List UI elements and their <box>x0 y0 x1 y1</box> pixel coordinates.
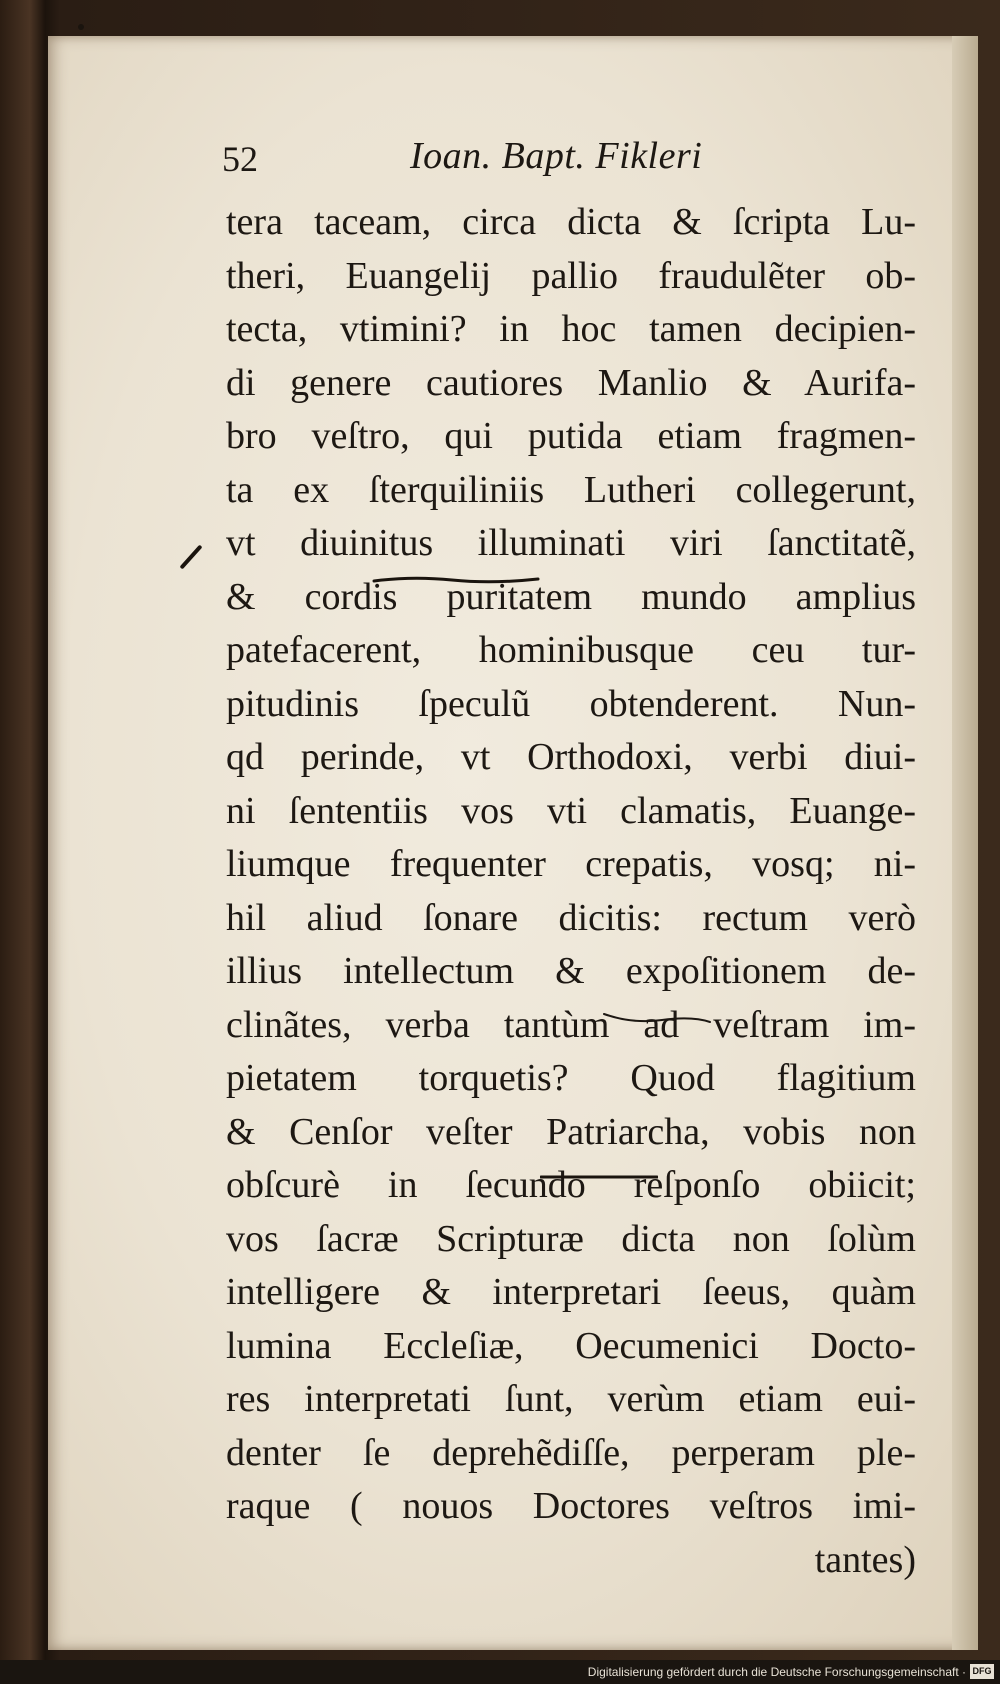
catchword: tantes) <box>814 1538 916 1581</box>
text-line: & cordis puritatem mundo amplius <box>226 575 916 618</box>
text-line: hil aliud ſonare dicitis: rectum verò <box>226 896 916 939</box>
text-line: clinãtes, verba tantùm ad veſtram im- <box>226 1003 916 1046</box>
letter-q-flourish <box>602 1010 712 1026</box>
text-line: tera taceam, circa dicta & ſcripta Lu- <box>226 201 916 243</box>
footer-credit: Digitalisierung gefördert durch die Deutsche Forschungsgemeinschaft · <box>587 1665 966 1679</box>
text-line: qd perinde, vt Orthodoxi, verbi diui- <box>226 736 916 778</box>
text-line: raque ( nouos Doctores veſtros imi- <box>226 1485 916 1527</box>
text-line: illius intellectum & expoſitionem de- <box>226 950 916 992</box>
handwritten-underline <box>372 575 540 587</box>
text-line: theri, Euangelij pallio fraudulẽter ob- <box>226 254 916 297</box>
text-line: pitudinis ſpeculũ obtenderent. Nun- <box>226 682 916 725</box>
text-line: obſcurè in ſecundo reſponſo obiicit; <box>226 1164 916 1206</box>
text-line: vos ſacræ Scripturæ dicta non ſolùm <box>226 1217 916 1260</box>
text-line: pietatem torquetis? Quod flagitium <box>226 1057 916 1099</box>
running-head-title: Ioan. Bapt. Fikleri <box>410 135 703 177</box>
text-line: patefacerent, hominibusque ceu tur- <box>226 629 916 671</box>
running-head <box>222 130 742 190</box>
dfg-logo: DFG <box>970 1664 994 1679</box>
body-text <box>226 196 916 1587</box>
text-line: vt diuinitus illuminati viri ſanctitatẽ, <box>226 522 916 564</box>
text-line: denter ſe deprehẽdiſſe, perperam ple- <box>226 1431 916 1474</box>
text-line: lumina Eccleſiæ, Oecumenici Docto- <box>226 1324 916 1367</box>
text-line: bro veſtro, qui putida etiam fragmen- <box>226 415 916 457</box>
text-line: liumque frequenter crepatis, vosq; ni- <box>226 843 916 885</box>
text-line: ni ſententiis vos vti clamatis, Euange- <box>226 789 916 832</box>
page-edge <box>952 36 978 1650</box>
text-line: intelligere & interpretari ſeeus, quàm <box>226 1271 916 1313</box>
text-line: ta ex ſterquiliniis Lutheri collegerunt, <box>226 468 916 511</box>
ink-spot <box>78 24 84 30</box>
text-line: di genere cautiores Manlio & Aurifa- <box>226 361 916 404</box>
handwritten-strikethrough <box>540 1174 658 1180</box>
text-line: & Cenſor veſter Patriarcha, vobis non <box>226 1110 916 1153</box>
page-number: 52 <box>222 139 258 179</box>
text-line: res interpretati ſunt, verùm etiam eui- <box>226 1378 916 1420</box>
text-line: tecta, vtimini? in hoc tamen decipien- <box>226 308 916 350</box>
